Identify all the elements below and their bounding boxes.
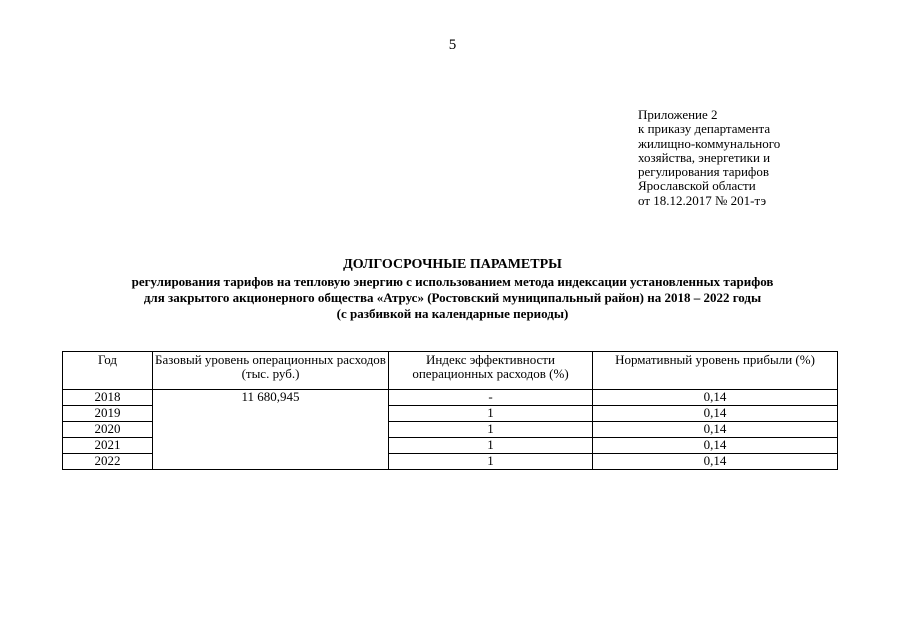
header-year: Год <box>63 352 153 390</box>
cell-profit-level: 0,14 <box>593 422 838 438</box>
title-main: ДОЛГОСРОЧНЫЕ ПАРАМЕТРЫ <box>343 257 562 272</box>
page-number: 5 <box>448 37 457 53</box>
header-base-level: Базовый уровень операционных расходов (тыс. руб.) <box>153 352 389 390</box>
cell-profit-level: 0,14 <box>593 438 838 454</box>
cell-base-level: 11 680,945 <box>153 390 389 470</box>
parameters-table <box>62 351 838 470</box>
table-header-row <box>63 352 838 390</box>
appendix-line: от 18.12.2017 № 201-тэ <box>638 192 767 208</box>
appendix-line: Ярославской области <box>638 178 756 194</box>
cell-year: 2018 <box>63 390 153 406</box>
cell-efficiency-index: 1 <box>389 422 593 438</box>
title-line-3: (с разбивкой на календарные периоды) <box>336 306 569 321</box>
header-efficiency-index: Индекс эффективности операционных расходов (%) <box>389 352 593 390</box>
cell-efficiency-index: - <box>389 390 593 406</box>
title-line-2: для закрытого акционерного общества «Атрус» (Ростовский муниципальный район) на 2018 – 2022 годы <box>143 290 762 305</box>
cell-efficiency-index: 1 <box>389 406 593 422</box>
document-title <box>0 257 905 322</box>
cell-year: 2019 <box>63 406 153 422</box>
cell-year: 2020 <box>63 422 153 438</box>
title-line-1: регулирования тарифов на тепловую энергию с использованием метода индексации установленных тарифов <box>131 274 774 289</box>
cell-profit-level: 0,14 <box>593 390 838 406</box>
cell-efficiency-index: 1 <box>389 454 593 470</box>
appendix-line: жилищно-коммунального <box>638 135 781 151</box>
cell-profit-level: 0,14 <box>593 454 838 470</box>
cell-year: 2022 <box>63 454 153 470</box>
cell-profit-level: 0,14 <box>593 406 838 422</box>
table-row <box>63 390 838 406</box>
appendix-line: регулирования тарифов <box>638 164 769 180</box>
header-profit-level: Нормативный уровень прибыли (%) <box>593 352 838 390</box>
cell-year: 2021 <box>63 438 153 454</box>
cell-efficiency-index: 1 <box>389 438 593 454</box>
appendix-line: к приказу департамента <box>638 121 771 137</box>
appendix-line: Приложение 2 <box>638 107 718 122</box>
appendix-note <box>638 108 888 208</box>
appendix-line: хозяйства, энергетики и <box>638 149 771 165</box>
